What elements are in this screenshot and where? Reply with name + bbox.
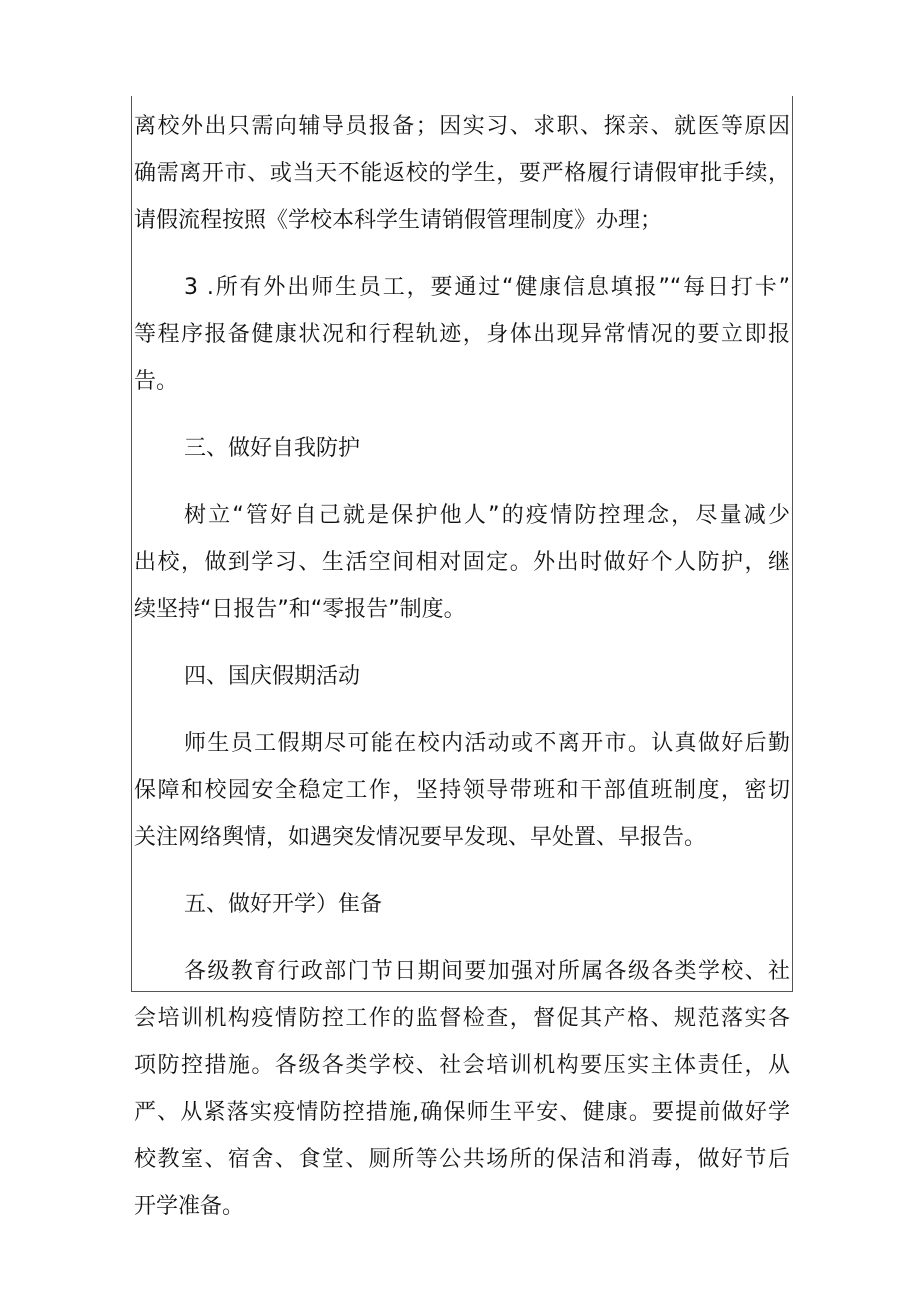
text-line: 各级教育行政部门节日期间要加强对所属各级各类学校、社 [184, 959, 790, 984]
text-line: 师生员工假期尽可能在校内活动或不离开市。认真做好后勤 [184, 731, 790, 756]
text-line: 确需离开市、或当天不能返校的学生，要严格履行请假审批手续， [134, 161, 790, 186]
heading-text: 三、做好自我防护 [184, 436, 361, 461]
text-line: 严、从紧落实疫情防控措施,确保师生平安、健康。要提前做好学 [134, 1100, 790, 1125]
text-line: 续坚持“日报告”和“零报告”制度。 [134, 597, 466, 622]
section-heading-self-protection [134, 425, 790, 472]
section-heading-holiday-activities [134, 653, 790, 700]
text-line: 会培训机构疫情防控工作的监督检查，督促其产格、规范落实各 [134, 1006, 790, 1031]
document-body [134, 103, 790, 1230]
text-line: 3 .所有外出师生员工，要通过“健康信息填报”“每日打卡” [184, 275, 790, 300]
section-heading-school-opening [134, 881, 790, 928]
paragraph-school-opening [134, 948, 790, 1230]
text-line: 请假流程按照《学校本科学生请销假管理制度》办理； [134, 208, 663, 233]
text-line: 关注网络舆情，如遇突发情况要早发现、早处置、早报告。 [134, 825, 707, 850]
text-line: 告。 [134, 369, 179, 394]
heading-text: 五、做好开学）隹备 [184, 892, 383, 917]
paragraph-holiday-activities [134, 720, 790, 861]
text-line: 项防控措施。各级各类学校、社会培训机构要压实主体责任，从 [134, 1053, 790, 1078]
paragraph-self-protection [134, 492, 790, 633]
paragraph-leave-approval [134, 103, 790, 244]
text-line: 等程序报备健康状况和行程轨迹，身体出现异常情况的要立即报 [134, 322, 790, 347]
text-line: 校教室、宿舍、食堂、厕所等公共场所的保洁和消毒，做好节后 [134, 1147, 790, 1172]
text-line: 树立“管好自己就是保护他人”的疫情防控理念，尽量减少 [184, 503, 790, 528]
text-line: 保障和校园安全稳定工作，坚持领导带班和干部值班制度，密切 [134, 778, 790, 803]
heading-text: 四、国庆假期活动 [184, 664, 361, 689]
text-line: 开学准备。 [134, 1194, 245, 1219]
text-line: 出校，做到学习、生活空间相对固定。外出时做好个人防护，继 [134, 550, 790, 575]
text-line: 离校外出只需向辅导员报备；因实习、求职、探亲、就医等原因 [134, 114, 790, 139]
paragraph-health-report [134, 264, 790, 405]
